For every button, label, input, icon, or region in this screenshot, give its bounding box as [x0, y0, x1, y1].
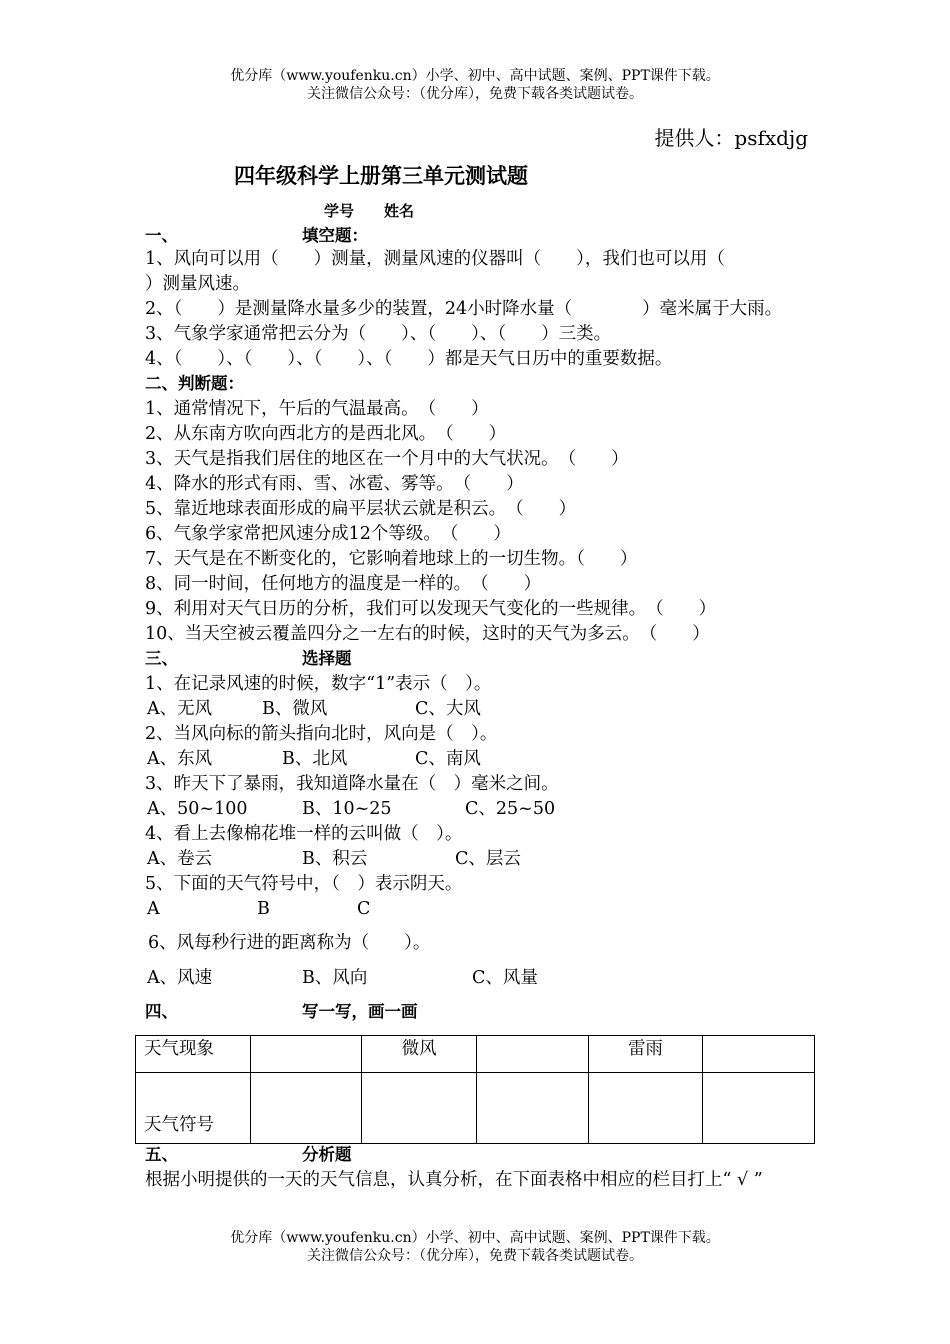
judge-question: 3、天气是指我们居住的地区在一个月中的大气状况。 （ ） — [145, 449, 629, 469]
section-4-number: 四、 — [145, 1002, 178, 1021]
fill-question-line: ）测量风速。 — [145, 274, 250, 294]
footer-line-2: 关注微信公众号：（优分库），免费下载各类试题试卷。 — [307, 1248, 643, 1264]
choice-question-5: 5、下面的天气符号中，（ ）表示阴天。 — [145, 874, 463, 894]
judge-question: 1、通常情况下，午后的气温最高。 （ ） — [145, 399, 489, 419]
section-2-heading: 二、判断题： — [145, 374, 244, 393]
judge-question: 4、降水的形式有雨、雪、冰雹、雾等。 （ ） — [145, 474, 524, 494]
option-c: C — [357, 899, 371, 919]
option-a: A、无风 — [147, 699, 213, 719]
header-line-1: 优分库（www.youfenku.cn）小学、初中、高中试题、案例、PPT课件下载。 — [230, 68, 720, 84]
option-c: C、大风 — [415, 699, 481, 719]
option-c: C、25~50 — [465, 799, 556, 819]
table-cell[interactable] — [250, 1073, 362, 1144]
table-cell: 雷雨 — [588, 1036, 703, 1073]
header-line-2: 关注微信公众号：（优分库），免费下载各类试题试卷。 — [307, 86, 643, 102]
table-cell[interactable] — [476, 1036, 588, 1073]
choice-question-3: 3、昨天下了暴雨，我知道降水量在（ ）毫米之间。 — [145, 774, 559, 794]
option-b: B、北风 — [282, 749, 348, 769]
weather-table — [135, 1035, 815, 1144]
option-b: B、10~25 — [302, 799, 392, 819]
judge-question: 8、同一时间，任何地方的温度是一样的。 （ ） — [145, 574, 542, 594]
option-c: C、南风 — [415, 749, 481, 769]
option-b: B、风向 — [302, 968, 368, 988]
footer-line-1: 优分库（www.youfenku.cn）小学、初中、高中试题、案例、PPT课件下载。 — [230, 1230, 720, 1246]
judge-question: 7、天气是在不断变化的，它影响着地球上的一切生物。（ ） — [145, 549, 638, 569]
table-cell[interactable] — [476, 1073, 588, 1144]
table-row — [136, 1073, 815, 1144]
option-a: A、卷云 — [147, 849, 213, 869]
section-4-heading — [145, 1000, 418, 1024]
table-cell: 微风 — [362, 1036, 477, 1073]
analysis-instructions: 根据小明提供的一天的天气信息，认真分析，在下面表格中相应的栏目打上“ √ ” — [145, 1170, 763, 1190]
judge-question: 9、利用对天气日历的分析，我们可以发现天气变化的一些规律。 （ ） — [145, 599, 717, 619]
section-1-number: 一、 — [145, 226, 178, 245]
choice-question-6: 6、风每秒行进的距离称为（ ）。 — [148, 933, 431, 953]
section-3-heading — [145, 647, 352, 671]
fill-question-line: 4、（ ）、（ ）、（ ）、（ ）都是天气日历中的重要数据。 — [145, 349, 673, 369]
option-b: B、积云 — [302, 849, 368, 869]
table-row — [136, 1036, 815, 1073]
table-cell: 天气符号 — [136, 1073, 251, 1144]
page-title: 四年级科学上册第三单元测试题 — [234, 163, 528, 188]
table-cell[interactable] — [703, 1073, 815, 1144]
option-a: A、东风 — [147, 749, 213, 769]
table-cell[interactable] — [362, 1073, 477, 1144]
student-info — [324, 200, 444, 221]
provider-label: 提供人：psfxdjg — [654, 126, 808, 150]
option-a: A — [147, 899, 160, 919]
option-c: C、层云 — [455, 849, 521, 869]
judge-question: 10、当天空被云覆盖四分之一左右的时候，这时的天气为多云。 （ ） — [145, 624, 710, 644]
section-1-title: 填空题： — [302, 226, 368, 245]
option-a: A、风速 — [147, 968, 213, 988]
choice-question-1: 1、在记录风速的时候，数字“1”表示（ ）。 — [145, 674, 492, 694]
table-cell: 天气现象 — [136, 1036, 251, 1073]
judge-question: 6、气象学家常把风速分成12个等级。 （ ） — [145, 524, 511, 544]
student-name-label: 姓名 — [384, 202, 415, 220]
page-header — [0, 67, 950, 103]
choice-question-4: 4、看上去像棉花堆一样的云叫做（ ）。 — [145, 824, 463, 844]
section-1-heading — [145, 224, 368, 248]
fill-question-line: 3、气象学家通常把云分为（ ）、（ ）、（ ）三类。 — [145, 324, 612, 344]
section-5-number: 五、 — [145, 1145, 178, 1164]
table-cell[interactable] — [588, 1073, 703, 1144]
section-3-title: 选择题 — [302, 649, 352, 668]
fill-question-line: 1、风向可以用（ ）测量，测量风速的仪器叫（ ），我们也可以用（ — [145, 249, 725, 269]
section-4-title: 写一写，画一画 — [302, 1002, 418, 1021]
student-id-label: 学号 — [324, 202, 355, 220]
table-cell[interactable] — [703, 1036, 815, 1073]
option-c: C、风量 — [472, 968, 538, 988]
judge-question: 5、靠近地球表面形成的扁平层状云就是积云。 （ ） — [145, 499, 577, 519]
section-5-title: 分析题 — [302, 1145, 352, 1164]
option-a: A、50~100 — [147, 799, 248, 819]
page-footer — [0, 1229, 950, 1265]
section-5-heading — [145, 1143, 352, 1167]
choice-question-2: 2、当风向标的箭头指向北时，风向是（ ）。 — [145, 724, 498, 744]
fill-question-line: 2、（ ）是测量降水量多少的装置，24小时降水量（ ）毫米属于大雨。 — [145, 299, 783, 319]
option-b: B、微风 — [262, 699, 328, 719]
judge-question: 2、从东南方吹向西北方的是西北风。 （ ） — [145, 424, 507, 444]
option-b: B — [257, 899, 270, 919]
section-3-number: 三、 — [145, 649, 178, 668]
table-cell[interactable] — [250, 1036, 362, 1073]
